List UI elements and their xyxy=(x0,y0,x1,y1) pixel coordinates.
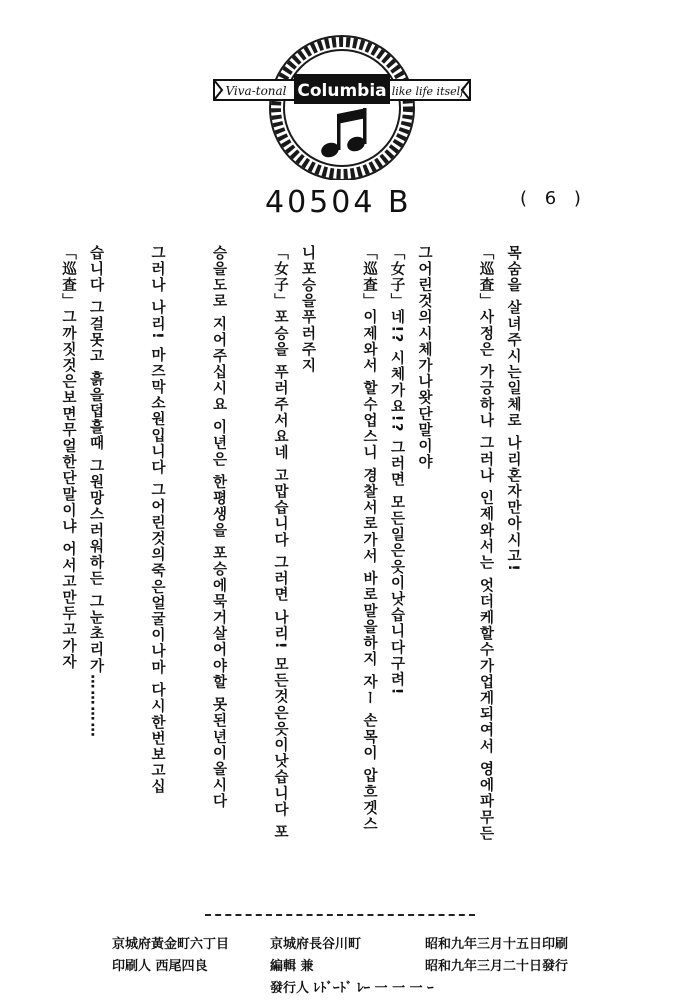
lyric-line xyxy=(355,245,383,905)
lyric-line xyxy=(81,245,143,905)
speaker-label: 「女子」 xyxy=(388,245,405,310)
lyric-text: 그까짓것은보면무얼한단말이냐 어서고만두고가자 xyxy=(60,309,76,671)
speaker-label: 「巡査」 xyxy=(60,245,76,310)
publisher-address: 京城府長谷川町 xyxy=(270,937,362,952)
lyric-text: 목숨을 살녀주시는일체로 나리혼자만아시고! xyxy=(505,245,521,573)
lyric-text: 그러나 나리! 마즈막소원입니다 그어린것의죽은얼굴이나마 다시한번보고십 xyxy=(149,245,165,796)
lyric-line xyxy=(204,245,266,905)
lyric-text: 이제와서 할수업스니 경찰서로가서 바로말을하지 자ー 손목이 압흐겟스 xyxy=(361,309,377,833)
printer-address: 京城府黃金町六丁目 xyxy=(112,937,230,952)
lyric-text: 포승을 푸러주서요네 고맙습니다 그러면 나리! 모든것은읏이낫습니다 포 xyxy=(272,309,288,841)
speaker-label: 「巡査」 xyxy=(361,245,377,310)
lyric-line xyxy=(410,245,472,905)
publisher-info xyxy=(270,934,434,1000)
page-number: ( 6 ) xyxy=(520,188,587,209)
printer-info xyxy=(112,934,229,978)
divider xyxy=(205,914,475,926)
lyric-text: 승을도로 지어주십시요 이년은 한평생을 포승에묵거살어야할 못된년이올시다 xyxy=(210,245,227,810)
lyric-text: 네!? 시체가요!? 그러면 모든일은읏이낫습니다구려! xyxy=(388,309,405,697)
publisher-name: 發行人 ﾚﾄﾞｰﾄﾞ ﾚｰ 一 一 一 ｰ xyxy=(270,981,434,996)
lyric-text: 니포승을푸러주지 xyxy=(299,245,316,374)
lyric-line xyxy=(499,245,561,905)
lyrics-body xyxy=(60,245,560,905)
speaker-label: 「女子」 xyxy=(272,245,288,310)
print-dates xyxy=(425,934,568,978)
columbia-logo xyxy=(208,30,476,180)
catalog-number: 40504 B xyxy=(265,185,412,220)
publisher-role: 編輯 兼 xyxy=(270,959,314,974)
lyric-line xyxy=(54,245,82,905)
lyric-text: 습니다 그걸못고 흙을덥흘때 그원망스러워하든 그눈초리가………… xyxy=(87,245,104,739)
lyric-line xyxy=(293,245,355,905)
lyric-line xyxy=(143,245,205,905)
printer-name: 印刷人 西尾四良 xyxy=(112,959,208,974)
lyric-text: 사정은 가긍하나 그러나 인제와서는 엇더케할수가업게되여서 영에파무든 xyxy=(477,309,494,842)
lyric-line xyxy=(471,245,499,905)
lyric-text: 그어린것의시체가나왓단말이야 xyxy=(416,245,432,471)
logo-brand: Columbia xyxy=(297,81,387,101)
speaker-label: 「巡査」 xyxy=(477,245,494,310)
lyric-line xyxy=(266,245,294,905)
logo-right-banner: like life itself xyxy=(391,85,465,98)
print-date: 昭和九年三月十五日印刷 xyxy=(425,937,569,952)
logo-left-banner: Viva-tonal xyxy=(225,84,287,98)
lyric-line xyxy=(382,245,410,905)
publish-date: 昭和九年三月二十日發行 xyxy=(425,959,569,974)
